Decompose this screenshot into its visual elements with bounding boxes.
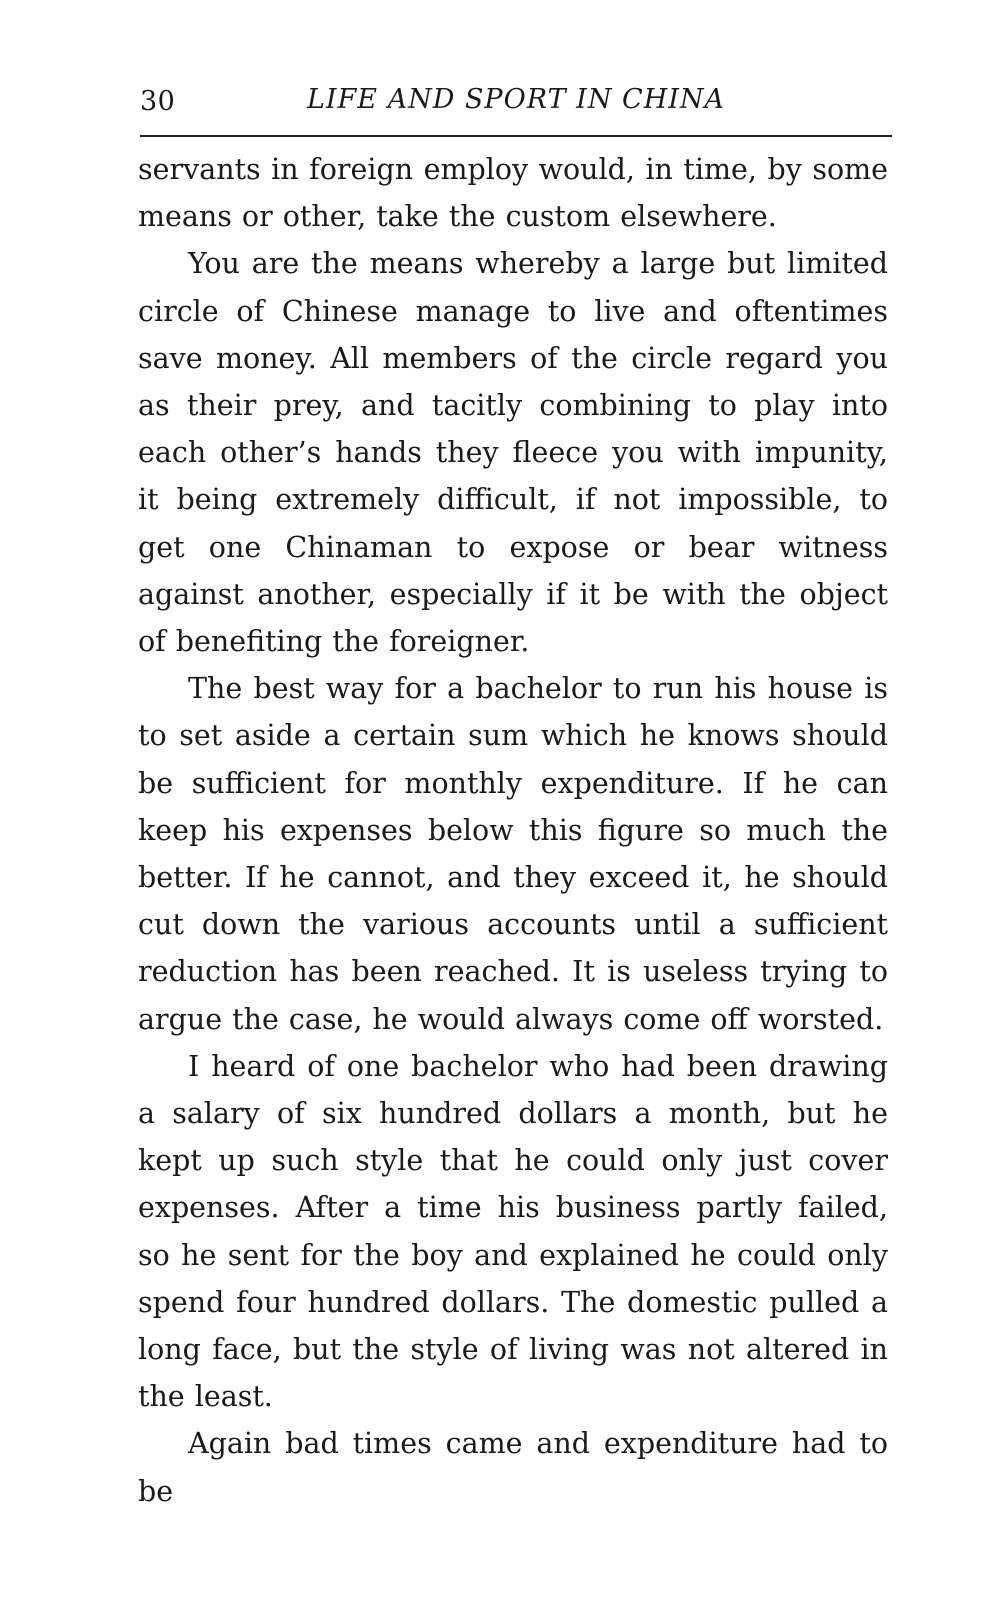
paragraph: The best way for a bachelor to run his house is to set aside a certain sum which he knows should be sufficient for monthly expenditure. If he can keep his expenses below this figure so much the better. If he cannot, and they exceed it, he should cut down the various accounts until a sufficient reduction has been reached. It is useless trying to argue the case, he would always come off worsted.: [138, 672, 888, 1036]
running-title: LIFE AND SPORT IN CHINA: [306, 84, 726, 115]
paragraph: You are the means whereby a large but limited circle of Chinese manage to live and oftentimes save money. All members of the circle regard you as their prey, and tacitly combining to play into each other’s hands they fleece you with impunity, it being extremely difficult, if not impossible, to get one Chinaman to expose or bear witness against another, especially if it be with the object of benefiting the foreigner.: [138, 247, 888, 659]
paragraph: I heard of one bachelor who had been drawing a salary of six hundred dollars a month, but he kept up such style that he could only just cover expenses. After a time his business partly failed, so he sent for the boy and explained he could only spend four hundred dollars. The domestic pulled a long face, but the style of living was not altered in the least.: [138, 1049, 888, 1414]
page-header: [140, 82, 892, 122]
header-rule: [140, 135, 892, 137]
page-number: 30: [140, 86, 176, 117]
paragraph-continued: servants in foreign employ would, in time, by some means or other, take the custom elsewhere.: [138, 153, 888, 234]
paragraph: Again bad times came and expenditure had to be: [138, 1427, 888, 1508]
body-text: [138, 146, 888, 1515]
